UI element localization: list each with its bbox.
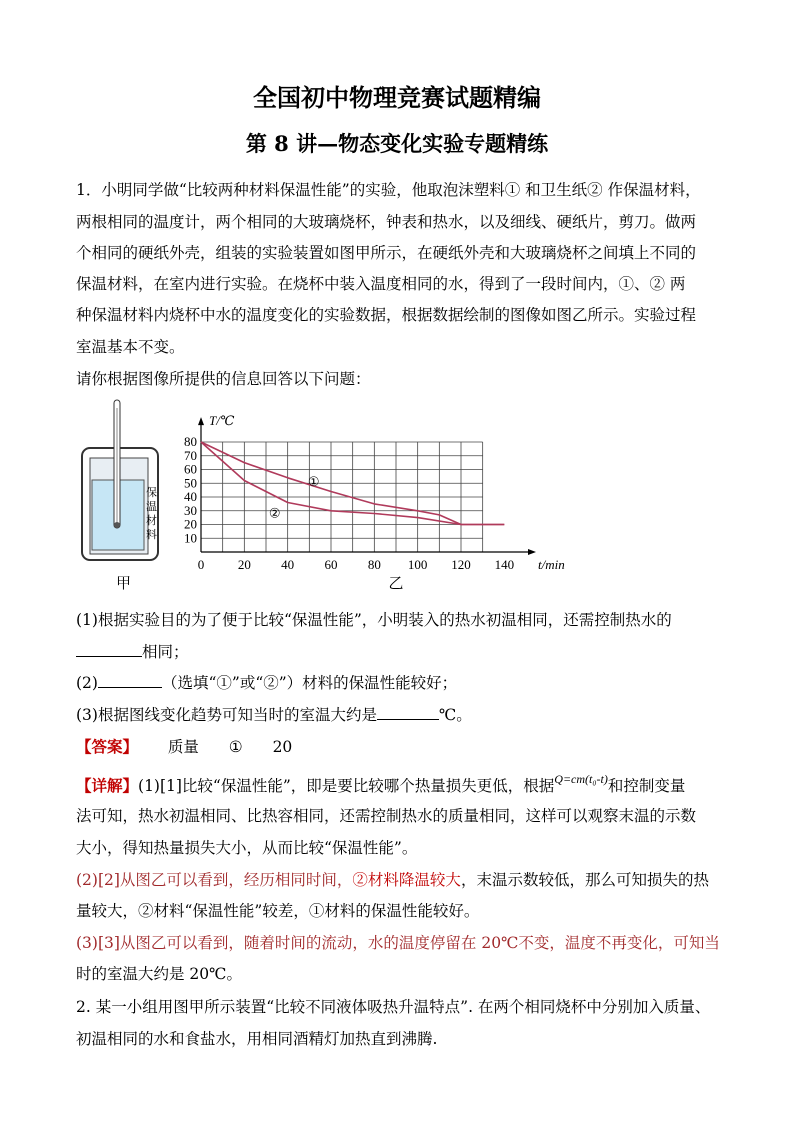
- x-tick-label: 20: [237, 557, 251, 572]
- q1-sub-1b-row: [76, 640, 189, 662]
- y-tick-label: 20: [184, 516, 197, 532]
- x-tick-label: 60: [324, 557, 338, 572]
- figure-label-jia: 甲: [116, 576, 132, 592]
- q1-sub-1a: (1)根据实验目的为了便于比较“保温性能”，小明装入的热水初温相同，还需控制热水的: [76, 611, 672, 629]
- x-tick-label: 140: [494, 557, 515, 572]
- detail-p2-d: 量较大，②材料“保温性能”较差，①材料的保温性能较好。: [76, 902, 480, 920]
- material-label-0: 保: [146, 487, 157, 499]
- detail-p3-a: (3)[3]从图乙可以看到，随着时间的流动，水的温度停留在 20℃不变，温度不再变化，可知当: [76, 934, 720, 952]
- detail-row-1: [76, 772, 685, 796]
- q1-sub-3b: ℃。: [438, 706, 472, 724]
- answer-blank-1[interactable]: [76, 642, 142, 657]
- detail-row-3: [76, 931, 720, 953]
- page-title: 全国初中物理竞赛试题精编: [253, 83, 541, 112]
- detail-p2-b: ②材料降温较大: [352, 871, 461, 889]
- x-axis-arrow: [528, 549, 536, 555]
- q1-line-6: 室温基本不变。: [76, 338, 185, 356]
- detail-row-2: [76, 868, 709, 890]
- answer-value-2: ①: [228, 738, 243, 756]
- detail-p3-b: 时的室温大约是 20℃。: [76, 965, 242, 983]
- y-tick-label: 10: [184, 530, 197, 546]
- y-tick-label: 80: [184, 434, 197, 449]
- q1-line-5: 种保温材料内烧杯中水的温度变化的实验数据，根据数据绘制的图像如图乙所示。实验过程: [76, 306, 697, 324]
- material-label-2: 材: [146, 515, 157, 527]
- figure-svg: [70, 398, 565, 598]
- q1-sub-3a: (3)根据图线变化趋势可知当时的室温大约是: [76, 706, 377, 724]
- y-tick-label: 50: [184, 475, 197, 491]
- q1-prompt: 请你根据图像所提供的信息回答以下问题：: [76, 370, 371, 388]
- series-label-1: ①: [307, 474, 320, 489]
- thermometer-bulb: [114, 522, 120, 528]
- material-label-1: 温: [146, 501, 157, 513]
- y-axis-label: T/℃: [209, 413, 235, 429]
- q1-line-4: 保温材料，在室内进行实验。在烧杯中装入温度相同的水，得到了一段时间内，①、② 两: [76, 275, 686, 293]
- q1-sub-2-row: [76, 671, 457, 693]
- detail-label: 【详解】: [76, 776, 139, 795]
- page-subtitle: 第 8 讲—物态变化实验专题精练: [245, 131, 549, 156]
- y-axis-arrow: [198, 417, 204, 425]
- x-tick-label: 80: [367, 557, 381, 572]
- q1-sub-2a: (2): [76, 674, 98, 692]
- detail-p2-a: (2)[2]从图乙可以看到，经历相同时间，: [76, 871, 353, 889]
- detail-p2-c: ，末温示数较低，那么可知损失的热: [460, 871, 709, 889]
- q1-sub-2b: （选填“①”或“②”）材料的保温性能较好；: [161, 674, 458, 692]
- apparatus-diagram: [82, 400, 158, 592]
- y-tick-label: 40: [184, 489, 197, 504]
- q1-line-1: 1．小明同学做“比较两种材料保温性能”的实验，他取泡沫塑料① 和卫生纸② 作保温材料，: [76, 181, 701, 199]
- detail-p1-b: 和控制变量: [607, 777, 686, 795]
- figure: [70, 398, 565, 598]
- q1-sub-3-row: [76, 703, 472, 725]
- q1-line-2: 两根相同的温度计，两个相同的大玻璃烧杯，钟表和热水，以及细线、硬纸片，剪刀。做两: [76, 213, 697, 231]
- answer-value-1: 质量: [167, 738, 199, 756]
- detail-p1-a: (1)[1]比较“保温性能”，即是要比较哪个热量损失更低，根据: [138, 777, 555, 795]
- q2-line-2: 初温相同的水和食盐水，用相同酒精灯加热直到沸腾.: [76, 1030, 438, 1048]
- y-tick-label: 70: [184, 447, 197, 463]
- q2-line-1: 2. 某一小组用图甲所示装置“比较不同液体吸热升温特点”. 在两个相同烧杯中分别加入质量、: [76, 998, 711, 1016]
- answer-row: [76, 735, 292, 757]
- detail-p1-d: 大小，得知热量损失大小，从而比较“保温性能”。: [76, 839, 418, 857]
- answer-blank-3[interactable]: [377, 705, 439, 720]
- detail-formula: Q=cm(t₀-t): [554, 772, 608, 786]
- x-axis-label: t/min: [538, 557, 565, 572]
- detail-p1-c: 法可知，热水初温相同、比热容相同，还需控制热水的质量相同，这样可以观察末温的示数: [76, 807, 697, 825]
- q1-line-3: 个相同的硬纸外壳，组装的实验装置如图甲所示，在硬纸外壳和大玻璃烧杯之间填上不同的: [76, 244, 697, 262]
- x-tick-label: 120: [451, 557, 471, 572]
- answer-label: 【答案】: [76, 737, 139, 756]
- y-tick-label: 30: [184, 502, 197, 518]
- material-label-3: 料: [146, 529, 157, 541]
- x-tick-label: 100: [407, 557, 428, 572]
- answer-value-3: 20: [272, 738, 293, 756]
- y-tick-label: 60: [184, 461, 197, 477]
- figure-label-yi: 乙: [388, 576, 404, 592]
- q1-sub-1b: 相同；: [142, 643, 189, 661]
- temperature-chart: [184, 413, 565, 592]
- x-tick-label: 0: [197, 557, 205, 572]
- answer-blank-2[interactable]: [98, 673, 162, 688]
- series-label-2: ②: [268, 505, 281, 521]
- x-tick-label: 40: [281, 557, 295, 572]
